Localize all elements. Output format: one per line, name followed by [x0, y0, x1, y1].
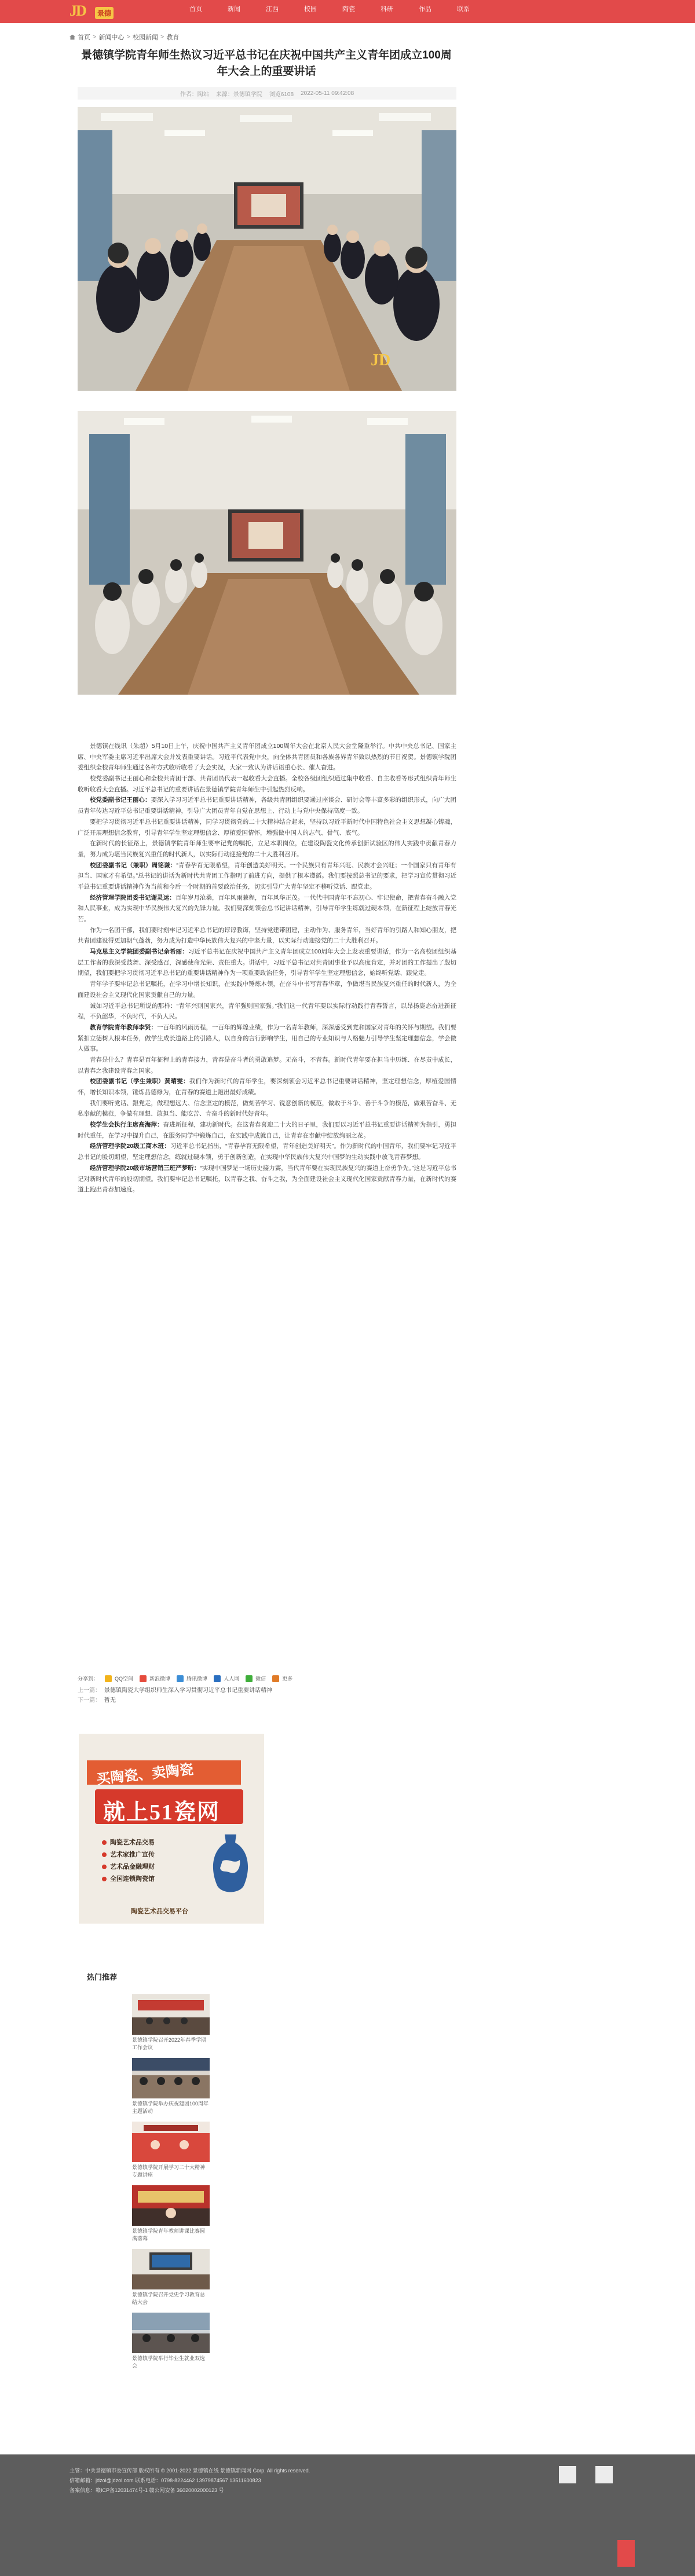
ad-feature: 全国连锁陶瓷馆	[102, 1873, 155, 1885]
ad-footer: 陶瓷艺术品交易平台	[131, 1908, 188, 1915]
tencent-weibo-icon[interactable]	[177, 1675, 184, 1682]
article-paragraph: 校党委副书记王丽心和全校共青团干部、共青团员代表一起收看大会直播。全校各级团组织通过集中收看、自主收看等形式组织青年师生收听收看大会直播。习近平总书记的重要讲话在景德镇学院青年师生中引起热烈反响。	[78, 775, 456, 793]
more-icon[interactable]	[272, 1675, 279, 1682]
vase-icon	[207, 1832, 254, 1902]
hot-thumbnail[interactable]	[132, 2122, 210, 2162]
hot-caption[interactable]: 景德镇学院召开2022年春季学期工作会议	[132, 2037, 207, 2050]
nav-item-campus[interactable]: 校园	[304, 6, 317, 13]
prev-article-link[interactable]: 景德镇陶瓷大学组织师生深入学习贯彻习近平总书记重要讲话精神	[104, 1687, 272, 1694]
article-paragraph: 教育学院青年教师李贤：一百年的风雨历程，一百年的辉煌业绩，作为一名青年教师，深深感受到党和国家对青年的关怀与期望。我们要紧扣立德树人根本任务，做学生成长道路上的引路人，以自身的言行影响学生，用自己的专业知识与人格魅力引导学生坚定理想信念，学会做人做事。	[78, 1023, 457, 1053]
article-title: 景德镇学院青年师生热议习近平总书记在庆祝中国共产主义青年团成立100周年大会上的重要讲话	[81, 49, 452, 78]
share-wechat[interactable]: 微信	[255, 1676, 266, 1682]
article-paragraph: 景德镇在线讯（朱超）5月10日上午，庆祝中国共产主义青年团成立100周年大会在北京人民大会堂隆重举行。中共中央总书记、国家主席、中央军委主席习近平出席大会并发表重要讲话。习近平代表党中央，向全体共青团员和各族各界青年致以热烈的节日祝贺。景德镇学院团委组织全校青年师生通过各种方式收听收看了大会实况，大家一致认为讲话语重心长、催人奋进。	[78, 743, 456, 772]
next-label: 下一篇：	[78, 1697, 101, 1704]
article-meta	[78, 87, 456, 100]
share-bar	[78, 1675, 296, 1682]
breadcrumb-news-center[interactable]: 新闻中心	[98, 34, 125, 41]
footer-line: 备案信息：赣ICP备12031474号-1 赣公网安备 36020002000123 号	[70, 2487, 224, 2493]
article-paragraph: 经济管理学院20级工商本班：习近平总书记指出，“青春孕育无限希望，青年创造美好明天”。作为新时代的中国青年，我们要牢记习近平总书记的殷切期望，坚定理想信念，练就过硬本领，勇于创新创造，在实现中华民族伟大复兴中国梦的生动实践中放飞青春梦想。	[78, 1143, 456, 1161]
ad-feature: 艺术家推广宣传	[102, 1849, 155, 1861]
hot-item[interactable]	[132, 2313, 210, 2370]
hot-thumbnail[interactable]	[132, 2249, 210, 2289]
article-paragraph: 校团委副书记（学生兼职）黄晴雯：我们作为新时代的青年学生，要深刻领会习近平总书记重要讲话精神，坚定理想信念，厚植爱国情怀，增长知识本领，锤炼品德修为，在青春的赛道上跑出最好成绩。	[78, 1078, 457, 1096]
ad-headline: 买陶瓷、卖陶瓷	[96, 1762, 195, 1788]
nav-item-research[interactable]: 科研	[381, 6, 393, 13]
site-footer	[0, 2454, 695, 2576]
weibo-icon[interactable]	[140, 1675, 147, 1682]
hot-thumbnail[interactable]	[132, 1994, 210, 2035]
article-paragraph: 经济管理学院团委书记谢灵运：百年岁月沧桑，百年风雨兼程，百年风华正茂。一代代中国青年不忘初心、牢记使命，把青春奋斗融入党和人民事业，成为实现中华民族伟大复兴的先锋力量。我们要深刻领会总书记讲话精神，引导青年学生练就过硬本领，在新征程上绽放青春光芒。	[78, 894, 457, 923]
breadcrumb: 首页 > 新闻中心 > 校园新闻 > 教育	[70, 32, 179, 42]
article-paragraph: 校团委副书记（兼职）周铭谦：“青春孕育无限希望，青年创造美好明天。一个民族只有青年兴旺、民族才会兴旺；一个国家只有青年有担当、国家才有希望。”总书记的讲话为新时代共青团工作指明了前进方向，提供了根本遵循。我们要按照总书记的要求，把学习宣传贯彻习近平总书记重要讲话精神作为当前和今后一个时期的首要政治任务，切实引导广大青年坚定不移听党话、跟党走。	[78, 861, 456, 890]
ad-feature: 艺术品金融理财	[102, 1861, 155, 1873]
top-nav-bar	[0, 0, 695, 23]
hot-caption[interactable]: 景德镇学院青年教师讲课比赛圆满落幕	[132, 2228, 206, 2241]
nav-item-contact[interactable]: 联系	[457, 6, 470, 13]
article-paragraph: 在新时代的长征路上，景德镇学院青年师生要牢记党的嘱托，立足本职岗位，在建设陶瓷文化传承创新试验区的伟大实践中贡献青春力量，努力成为堪当民族复兴重任的时代新人，以实际行动迎接党的二十大胜利召开。	[78, 840, 456, 858]
ad-feature: 陶瓷艺术品交易	[102, 1837, 155, 1849]
article-paragraph: 作为一名团干部，我们要时刻牢记习近平总书记的谆谆教诲，坚持党建带团建，主动作为、服务青年，当好青年的引路人和知心朋友，把共青团建设得更加朝气蓬勃，努力成为打造中华民族伟大复兴的中坚力量，以实际行动迎接党的二十大胜利召开。	[78, 926, 456, 945]
ad-slogan: 就上51瓷网	[103, 1800, 221, 1825]
share-more[interactable]: 更多	[282, 1676, 293, 1682]
footer-line: 信箱邮箱：jdzol@jdzol.com 联系电话：0798-8224462 13979874567 13511600823	[70, 2478, 261, 2483]
hot-thumbnail[interactable]	[132, 2058, 210, 2098]
nav-item-home[interactable]: 首页	[189, 6, 202, 13]
meta-date: 2022-05-11 09:42:08	[301, 90, 354, 97]
footer-line: 主管：中共景德镇市委宣传部 版权所有 © 2001-2022 景德镇在线 景德镇新闻网 Corp. All rights reserved.	[70, 2468, 310, 2474]
article-paragraph: 马克思主义学院团委副书记余希丽：习近平总书记在庆祝中国共产主义青年团成立100周年大会上发表重要讲话，作为一名高校团组织基层工作者的我深受鼓舞、深受感召，深感使命光荣、责任重大。讲话中，习近平总书记对共青团事业予以高度肯定，并对团的工作提出了殷切期望，我们要把学习贯彻习近平总书记的重要讲话精神作为一项重要政治任务，引导青年学生坚定理想信念，始终听党话、跟党走。	[78, 948, 456, 977]
article-paragraph: 经济管理学院20级市场营销三班严梦昕：“实现中国梦是一场历史接力赛，当代青年要在实现民族复兴的赛道上奋勇争先。”这是习近平总书记对新时代青年的殷切期望。我们要牢记总书记嘱托，以青春之我、奋斗之我，为全面建设社会主义现代化国家贡献青春力量，在新时代的赛道上跑出青春加速度。	[78, 1164, 456, 1194]
article-paragraph: 我们要听党话、跟党走，做理想远大、信念坚定的模范，做刻苦学习、锐意创新的模范，做敢于斗争、善于斗争的模范，做艰苦奋斗、无私奉献的模范，争做有理想、敢担当、能吃苦、肯奋斗的新时代好青年。	[78, 1099, 456, 1118]
next-article-link[interactable]: 暂无	[104, 1697, 116, 1704]
hot-item[interactable]	[132, 2249, 210, 2306]
article-paragraph: 校学生会执行主席高海萍：奋进新征程，建功新时代。在这青春喜迎二十大的日子里，我们要以习近平总书记重要讲话精神为指引，勇担时代重任，在学习中提升自己，在服务同学中锻炼自己，在实践中成就自己，让青春在奉献中绽放绚丽之花。	[78, 1121, 457, 1139]
site-logo[interactable]	[70, 2, 127, 21]
hot-item[interactable]	[132, 2122, 210, 2179]
feedback-button[interactable]	[617, 2540, 635, 2567]
nav-item-works[interactable]: 作品	[419, 6, 431, 13]
main-nav	[177, 0, 482, 23]
article-paragraph: 校党委副书记王丽心：要深入学习习近平总书记重要讲话精神，各级共青团组织要通过座谈会、研讨会等丰富多彩的组织形式，向广大团员青年传达习近平总书记重要讲话精神，引导广大团员青年自觉在思想上、行动上与党中央保持高度一致。	[78, 797, 457, 815]
share-weibo[interactable]: 新浪微博	[149, 1676, 171, 1682]
svg-text:JD: JD	[371, 351, 391, 369]
hot-caption[interactable]: 景德镇学院举行毕业生就业双选会	[132, 2355, 206, 2369]
breadcrumb-home[interactable]: 首页	[78, 34, 90, 41]
nav-item-news[interactable]: 新闻	[228, 6, 240, 13]
hot-item[interactable]	[132, 2185, 210, 2243]
hot-recommend-title: 热门推荐	[87, 1973, 118, 1981]
article-paragraph: 青春是什么？青春是百年征程上的青春接力，青春是奋斗者的勇敢追梦。无奋斗，不青春。新时代青年要在担当中历练、在尽责中成长，以青春之我建设青春之国家。	[78, 1056, 456, 1074]
article-body	[78, 741, 456, 1195]
share-renren[interactable]: 人人网	[224, 1676, 240, 1682]
article-photo-1	[78, 107, 456, 391]
article-paragraph: 要把学习贯彻习近平总书记重要讲话精神，同学习贯彻党的二十大精神结合起来，坚持以习近平新时代中国特色社会主义思想凝心铸魂，广泛开展理想信念教育，引导青年学生坚定理想信念、厚植爱国情怀，增强做中国人的志气、骨气、底气。	[78, 818, 456, 836]
qr-code-icon	[595, 2466, 613, 2483]
hot-caption[interactable]: 景德镇学院开展学习二十大精神专题讲座	[132, 2164, 206, 2178]
ad-feature-list	[102, 1837, 155, 1885]
footer-info	[70, 2466, 310, 2496]
hot-caption[interactable]: 景德镇学院召开党史学习教育总结大会	[132, 2292, 206, 2305]
home-icon	[70, 35, 75, 40]
meta-views: 浏览6108	[269, 91, 294, 98]
qr-code-icon	[559, 2466, 576, 2483]
qzone-icon[interactable]	[105, 1675, 112, 1682]
nav-item-ceramics[interactable]: 陶瓷	[342, 6, 355, 13]
nav-item-jiangxi[interactable]: 江西	[266, 6, 279, 13]
logo-badge: 景德	[95, 7, 114, 19]
hot-caption[interactable]: 景德镇学院举办庆祝建团100周年主题活动	[132, 2101, 209, 2114]
logo-mark: JD	[70, 2, 86, 19]
breadcrumb-education[interactable]: 教育	[166, 34, 180, 41]
share-tencent-weibo[interactable]: 腾讯微博	[186, 1676, 208, 1682]
meta-source: 来源：景德镇学院	[215, 91, 262, 98]
meta-author: 作者：陶站	[180, 91, 209, 98]
hot-thumbnail[interactable]	[132, 2185, 210, 2226]
wechat-icon[interactable]	[246, 1675, 253, 1682]
prev-label: 上一篇：	[78, 1687, 101, 1694]
breadcrumb-campus-news[interactable]: 校园新闻	[132, 34, 158, 41]
share-label: 分享到：	[78, 1676, 99, 1682]
hot-item[interactable]	[132, 2058, 210, 2115]
hot-thumbnail[interactable]	[132, 2313, 210, 2353]
ceramics-ad-banner[interactable]	[79, 1734, 264, 1924]
renren-icon[interactable]	[214, 1675, 221, 1682]
article-paragraph: 诚如习近平总书记所说的那样：“青年兴则国家兴，青年强则国家强。”我们这一代青年要以实际行动践行青春誓言，以昂扬姿态奋进新征程，不负韶华，不负时代，不负人民。	[78, 1002, 456, 1021]
share-qzone[interactable]: QQ空间	[115, 1676, 134, 1682]
hot-item[interactable]	[132, 1994, 210, 2052]
article-paragraph: 青年学子要牢记总书记嘱托，在学习中增长知识，在实践中锤炼本领，在奋斗中书写青春华章，争做堪当民族复兴重任的时代新人，为全面建设社会主义现代化国家贡献自己的力量。	[78, 981, 456, 999]
prev-next-links	[78, 1686, 272, 1705]
article-photo-2	[78, 411, 456, 695]
